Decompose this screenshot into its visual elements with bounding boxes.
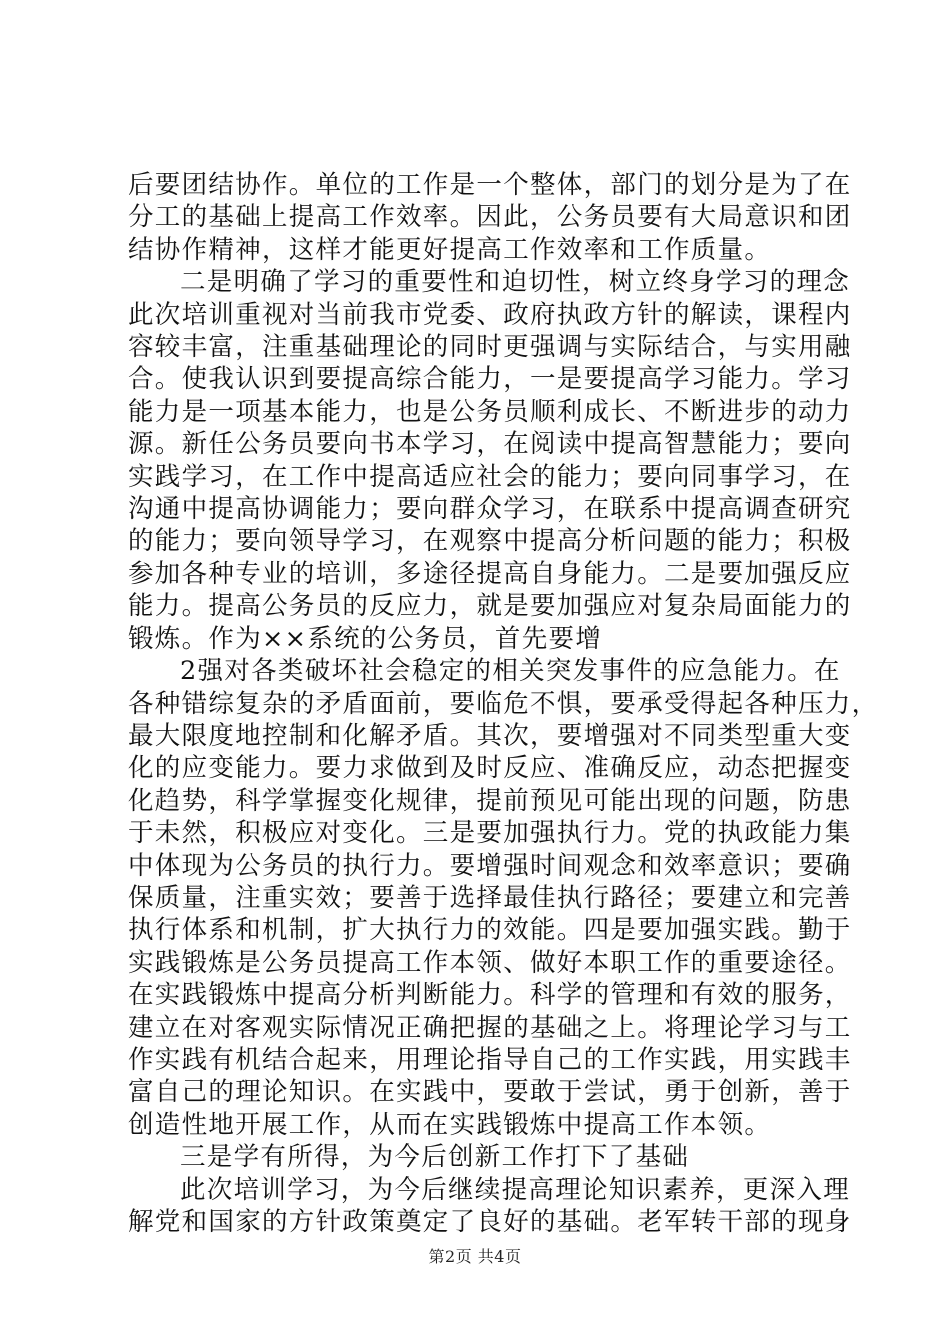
paragraph-training-result xyxy=(128,1174,852,1239)
text-line: 解党和国家的方针政策奠定了良好的基础。老军转干部的现身 xyxy=(128,1207,852,1237)
text-line: 能力。提高公务员的反应力，就是要加强应对复杂局面能力的 xyxy=(128,591,852,622)
text-line: 锻炼。作为××系统的公务员，首先要增 xyxy=(128,623,603,654)
text-line: 化的应变能力。要力求做到及时反应、准确反应，动态把握变 xyxy=(128,753,852,784)
text-line: 化趋势，科学掌握变化规律，提前预见可能出现的问题，防患 xyxy=(128,785,852,816)
paragraph-ability xyxy=(128,655,879,1141)
text-line: 合。使我认识到要提高综合能力，一是要提高学习能力。学习 xyxy=(128,364,852,395)
text-line: 中体现为公务员的执行力。要增强时间观念和效率意识；要确 xyxy=(128,850,852,881)
section-heading-foundation: 三是学有所得，为今后创新工作打下了基础 xyxy=(180,1142,690,1173)
text-line: 容较丰富，注重基础理论的同时更强调与实际结合，与实用融 xyxy=(128,332,852,363)
text-line: 建立在对客观实际情况正确把握的基础之上。将理论学习与工 xyxy=(128,1012,852,1043)
text-line: 此次培训重视对当前我市党委、政府执政方针的解读，课程内 xyxy=(128,299,852,330)
text-line: 保质量，注重实效；要善于选择最佳执行路径；要建立和完善 xyxy=(128,882,852,913)
page-number-footer: 第2页 共4页 xyxy=(428,1247,522,1266)
text-line: 此次培训学习，为今后继续提高理论知识素养，更深入理 xyxy=(180,1174,851,1205)
text-line: 结协作精神，这样才能更好提高工作效率和工作质量。 xyxy=(128,234,772,265)
paragraph-heading-three xyxy=(128,1141,828,1173)
document-body xyxy=(128,169,879,1238)
text-line: 最大限度地控制和化解矛盾。其次，要增强对不同类型重大变 xyxy=(128,720,852,751)
text-line: 实践锻炼是公务员提高工作本领、做好本职工作的重要途径。 xyxy=(128,947,852,978)
paragraph-teamwork xyxy=(128,169,852,266)
text-line: 源。新任公务员要向书本学习，在阅读中提高智慧能力；要向 xyxy=(128,429,852,460)
paragraph-learning xyxy=(128,266,852,655)
text-line: 各种错综复杂的矛盾面前，要临危不惧，要承受得起各种压力， xyxy=(128,688,879,719)
text-line: 创造性地开展工作，从而在实践锻炼中提高工作本领。 xyxy=(128,1109,772,1140)
text-line: 执行体系和机制，扩大执行力的效能。四是要加强实践。勤于 xyxy=(128,915,852,946)
text-line: 参加各种专业的培训，多途径提高自身能力。二是要加强反应 xyxy=(128,558,852,589)
text-line: 2强对各类破坏社会稳定的相关突发事件的应急能力。在 xyxy=(180,656,841,687)
text-line: 的能力；要向领导学习，在观察中提高分析问题的能力；积极 xyxy=(128,526,852,557)
text-line: 分工的基础上提高工作效率。因此，公务员要有大局意识和团 xyxy=(128,202,852,233)
text-line: 能力是一项基本能力，也是公务员顺利成长、不断进步的动力 xyxy=(128,396,852,427)
text-line: 在实践锻炼中提高分析判断能力。科学的管理和有效的服务， xyxy=(128,980,852,1011)
text-line: 富自己的理论知识。在实践中，要敢于尝试，勇于创新，善于 xyxy=(128,1077,852,1108)
text-line: 实践学习，在工作中提高适应社会的能力；要向同事学习，在 xyxy=(128,461,852,492)
text-line: 作实践有机结合起来，用理论指导自己的工作实践，用实践丰 xyxy=(128,1044,852,1075)
section-heading-learning: 二是明确了学习的重要性和迫切性，树立终身学习的理念 xyxy=(180,267,851,298)
text-line: 沟通中提高协调能力；要向群众学习，在联系中提高调查研究 xyxy=(128,494,852,525)
text-line: 于未然，积极应对变化。三是要加强执行力。党的执政能力集 xyxy=(128,818,852,849)
text-line: 后要团结协作。单位的工作是一个整体，部门的划分是为了在 xyxy=(128,170,852,200)
